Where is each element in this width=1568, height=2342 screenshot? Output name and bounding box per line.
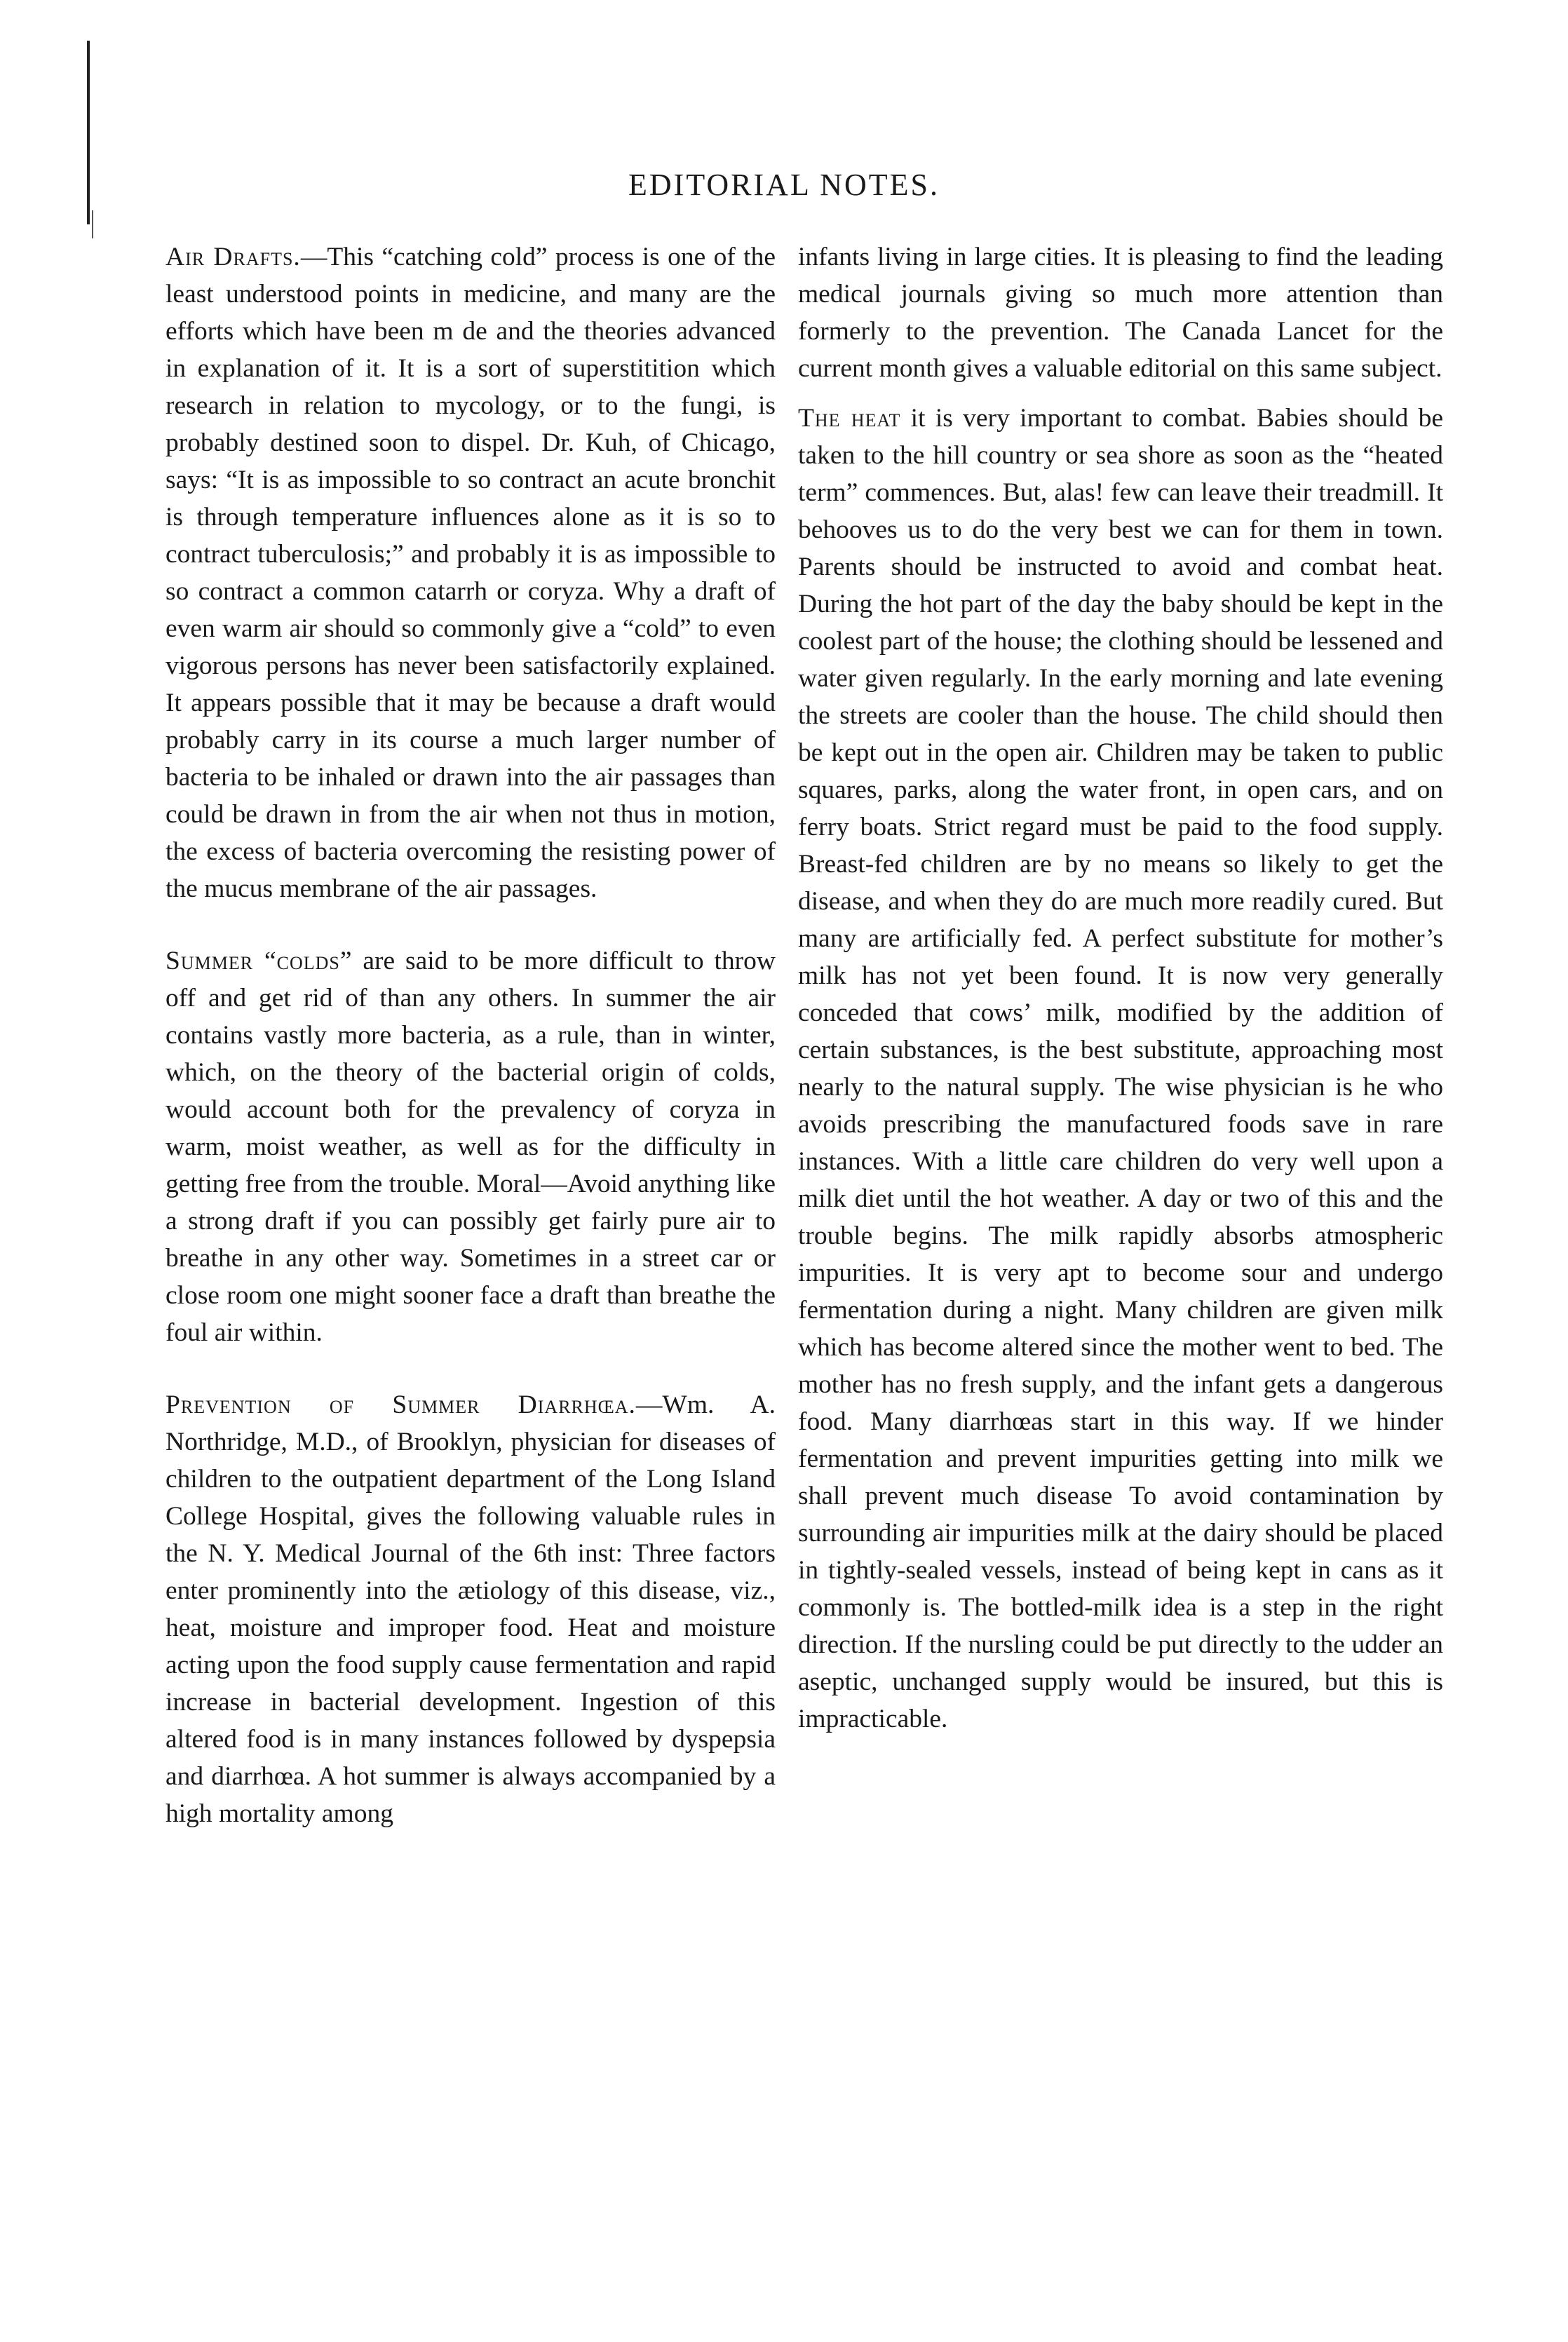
paragraph-continued	[798, 238, 1443, 387]
paragraph-lead: Air Drafts.	[165, 243, 301, 271]
paragraph-lead: The heat	[798, 404, 901, 433]
paragraph-lead: Summer “colds”	[165, 947, 353, 975]
paragraph-prevention-diarrhoea	[165, 1386, 776, 1832]
paragraph-lead: Prevention of Summer Diarrhœa.	[165, 1390, 636, 1419]
paragraph-the-heat	[798, 400, 1443, 1738]
paragraph-text: infants living in large cities. It is pleasing to find the leading medical journals giving so much more attention than formerly to the prevention. The Canada Lancet for the current month gives a valuable editorial on this same subject.	[798, 243, 1443, 383]
paragraph-text: —Wm. A. Northridge, M.D., of Brooklyn, physician for diseases of children to the outpatient department of the Long Island College Hospital, gives the following valuable rules in the N. Y. Medical Journal of the 6th inst: Three factors enter prominently into the ætiology of this disease, viz., heat, moisture and improper food. Heat and moisture acting upon the food supply cause fermentation and rapid increase in bacterial development. Ingestion of this altered food is in many instances followed by dyspepsia and diarrhœa. A hot summer is always accompanied by a high mortality among	[165, 1390, 776, 1828]
right-column	[798, 238, 1443, 1738]
paragraph-text: it is very important to combat. Babies should be taken to the hill country or sea shore as soon as the “heated term” commences. But, alas! few can leave their treadmill. It behooves us to do the very best we can for them in town. Parents should be instructed to avoid and combat heat. During the hot part of the day the baby should be kept in the coolest part of the house; the clothing should be lessened and water given regularly. In the early morning and late evening the streets are cooler than the house. The child should then be kept out in the open air. Children may be taken to public squares, parks, along the water front, in open cars, and on ferry boats. Strict regard must be paid to the food supply. Breast-fed children are by no means so likely to get the disease, and when they do are much more readily cured. But many are artificially fed. A perfect substitute for mother’s milk has not yet been found. It is now very generally conceded that cows’ milk, modified by the addition of certain substances, is the best substitute, approaching most nearly to the natural supply. The wise physician is he who avoids prescribing the manufactured foods save in rare instances. With a little care children do very well upon a milk diet until the hot weather. A day or two of this and the trouble begins. The milk rapidly absorbs atmospheric impurities. It is very apt to become sour and undergo fermentation during a night. Many children are given milk which has become altered since the mother went to bed. The mother has no fresh supply, and the infant gets a dangerous food. Many diarrhœas start in this way. If we hinder fermentation and prevent impurities getting into milk we shall prevent much disease To avoid contamination by surrounding air impurities milk at the dairy should be placed in tightly-sealed vessels, instead of being kept in cans as it commonly is. The bottled-milk idea is a step in the right direction. If the nursling could be put directly to the udder an aseptic, unchanged supply would be insured, but this is impracticable.	[798, 404, 1444, 1733]
paragraph-text: are said to be more difficult to throw off and get rid of than any others. In summer the air contains vastly more bacteria, as a rule, than in winter, which, on the theory of the bacterial origin of colds, would account both for the prevalency of coryza in warm, moist weather, as well as for the difficulty in getting free from the trouble. Moral—Avoid anything like a strong draft if you can possibly get fairly pure air to breathe in any other way. Sometimes in a street car or close room one might sooner face a draft than breathe the foul air within.	[165, 947, 776, 1347]
left-column	[165, 238, 776, 1832]
paragraph-text: —This “catching cold” process is one of the least understood points in medicine, and many are the efforts which have been m de and the theories advanced in explanation of it. It is a sort of superstitition which research in relation to mycology, or to the fungi, is probably destined soon to dispel. Dr. Kuh, of Chicago, says: “It is as impossible to so contract an acute bronchit is through temperature influences alone as it is so to contract tuberculosis;” and probably it is as impossible to so contract a common catarrh or coryza. Why a draft of even warm air should so commonly give a “cold” to even vigorous persons has never been satisfactorily explained. It appears possible that it may be because a draft would probably carry in its course a much larger number of bacteria to be inhaled or drawn into the air passages than could be drawn in from the air when not thus in motion, the excess of bacteria overcoming the resisting power of the mucus membrane of the air passages.	[165, 243, 776, 903]
paragraph-air-drafts	[165, 238, 776, 907]
margin-rule-fragment	[92, 210, 93, 238]
paragraph-summer-colds	[165, 942, 776, 1351]
running-head: EDITORIAL NOTES.	[628, 168, 940, 202]
